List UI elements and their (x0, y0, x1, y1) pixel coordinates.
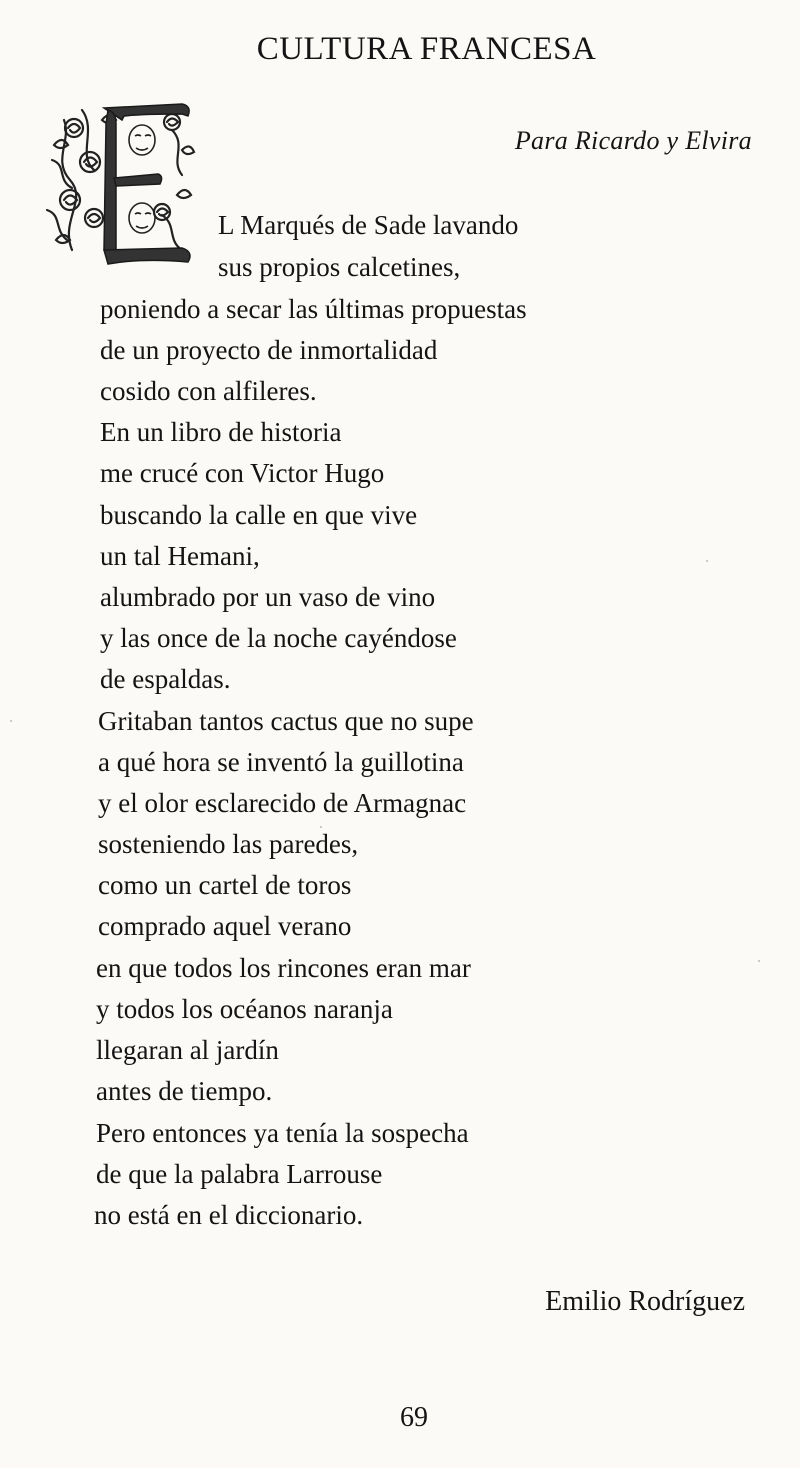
ornamental-drop-cap (42, 100, 202, 270)
poem-line: alumbrado por un vaso de vino (100, 582, 436, 612)
poem-line: en que todos los rincones eran mar (96, 953, 471, 983)
poem-line: y el olor esclarecido de Armagnac (98, 788, 467, 818)
page-number: 69 (400, 1402, 428, 1433)
author-signature: Emilio Rodríguez (545, 1286, 745, 1317)
paper-speck (706, 560, 708, 562)
poem-line: En un libro de historia (100, 417, 342, 447)
poem-line: un tal Hemani, (100, 541, 260, 571)
poem-line: y las once de la noche cayéndose (100, 623, 457, 653)
poem-line: antes de tiempo. (96, 1076, 273, 1106)
poem-line: no está en el diccionario. (94, 1200, 364, 1230)
floral-letter-e-icon (42, 100, 202, 270)
poem-line: sus propios calcetines, (218, 252, 461, 282)
paper-speck (10, 720, 12, 722)
poem-line: Pero entonces ya tenía la sospecha (96, 1118, 469, 1148)
poem-line: de un proyecto de inmortalidad (100, 335, 438, 365)
poem-line: y todos los océanos naranja (96, 994, 393, 1024)
poem-line: buscando la calle en que vive (100, 500, 418, 530)
poem-line: de que la palabra Larrouse (96, 1159, 383, 1189)
poem-line: comprado aquel verano (98, 911, 352, 941)
poem-line: me crucé con Victor Hugo (100, 458, 385, 488)
poem-line: de espaldas. (100, 664, 231, 694)
poem-title: CULTURA FRANCESA (256, 31, 597, 67)
poem-line: como un cartel de toros (98, 870, 352, 900)
paper-speck (320, 826, 322, 828)
poem-line: L Marqués de Sade lavando (218, 210, 519, 240)
poem-line: poniendo a secar las últimas propuestas (100, 294, 527, 324)
poem-line: cosido con alfileres. (100, 376, 317, 406)
poem-line: Gritaban tantos cactus que no supe (98, 706, 474, 736)
poem-line: llegaran al jardín (96, 1035, 279, 1065)
poem-line: a qué hora se inventó la guillotina (98, 747, 464, 777)
dedication: Para Ricardo y Elvira (514, 126, 752, 155)
poem-line: sosteniendo las paredes, (98, 829, 359, 859)
paper-speck (758, 960, 760, 962)
